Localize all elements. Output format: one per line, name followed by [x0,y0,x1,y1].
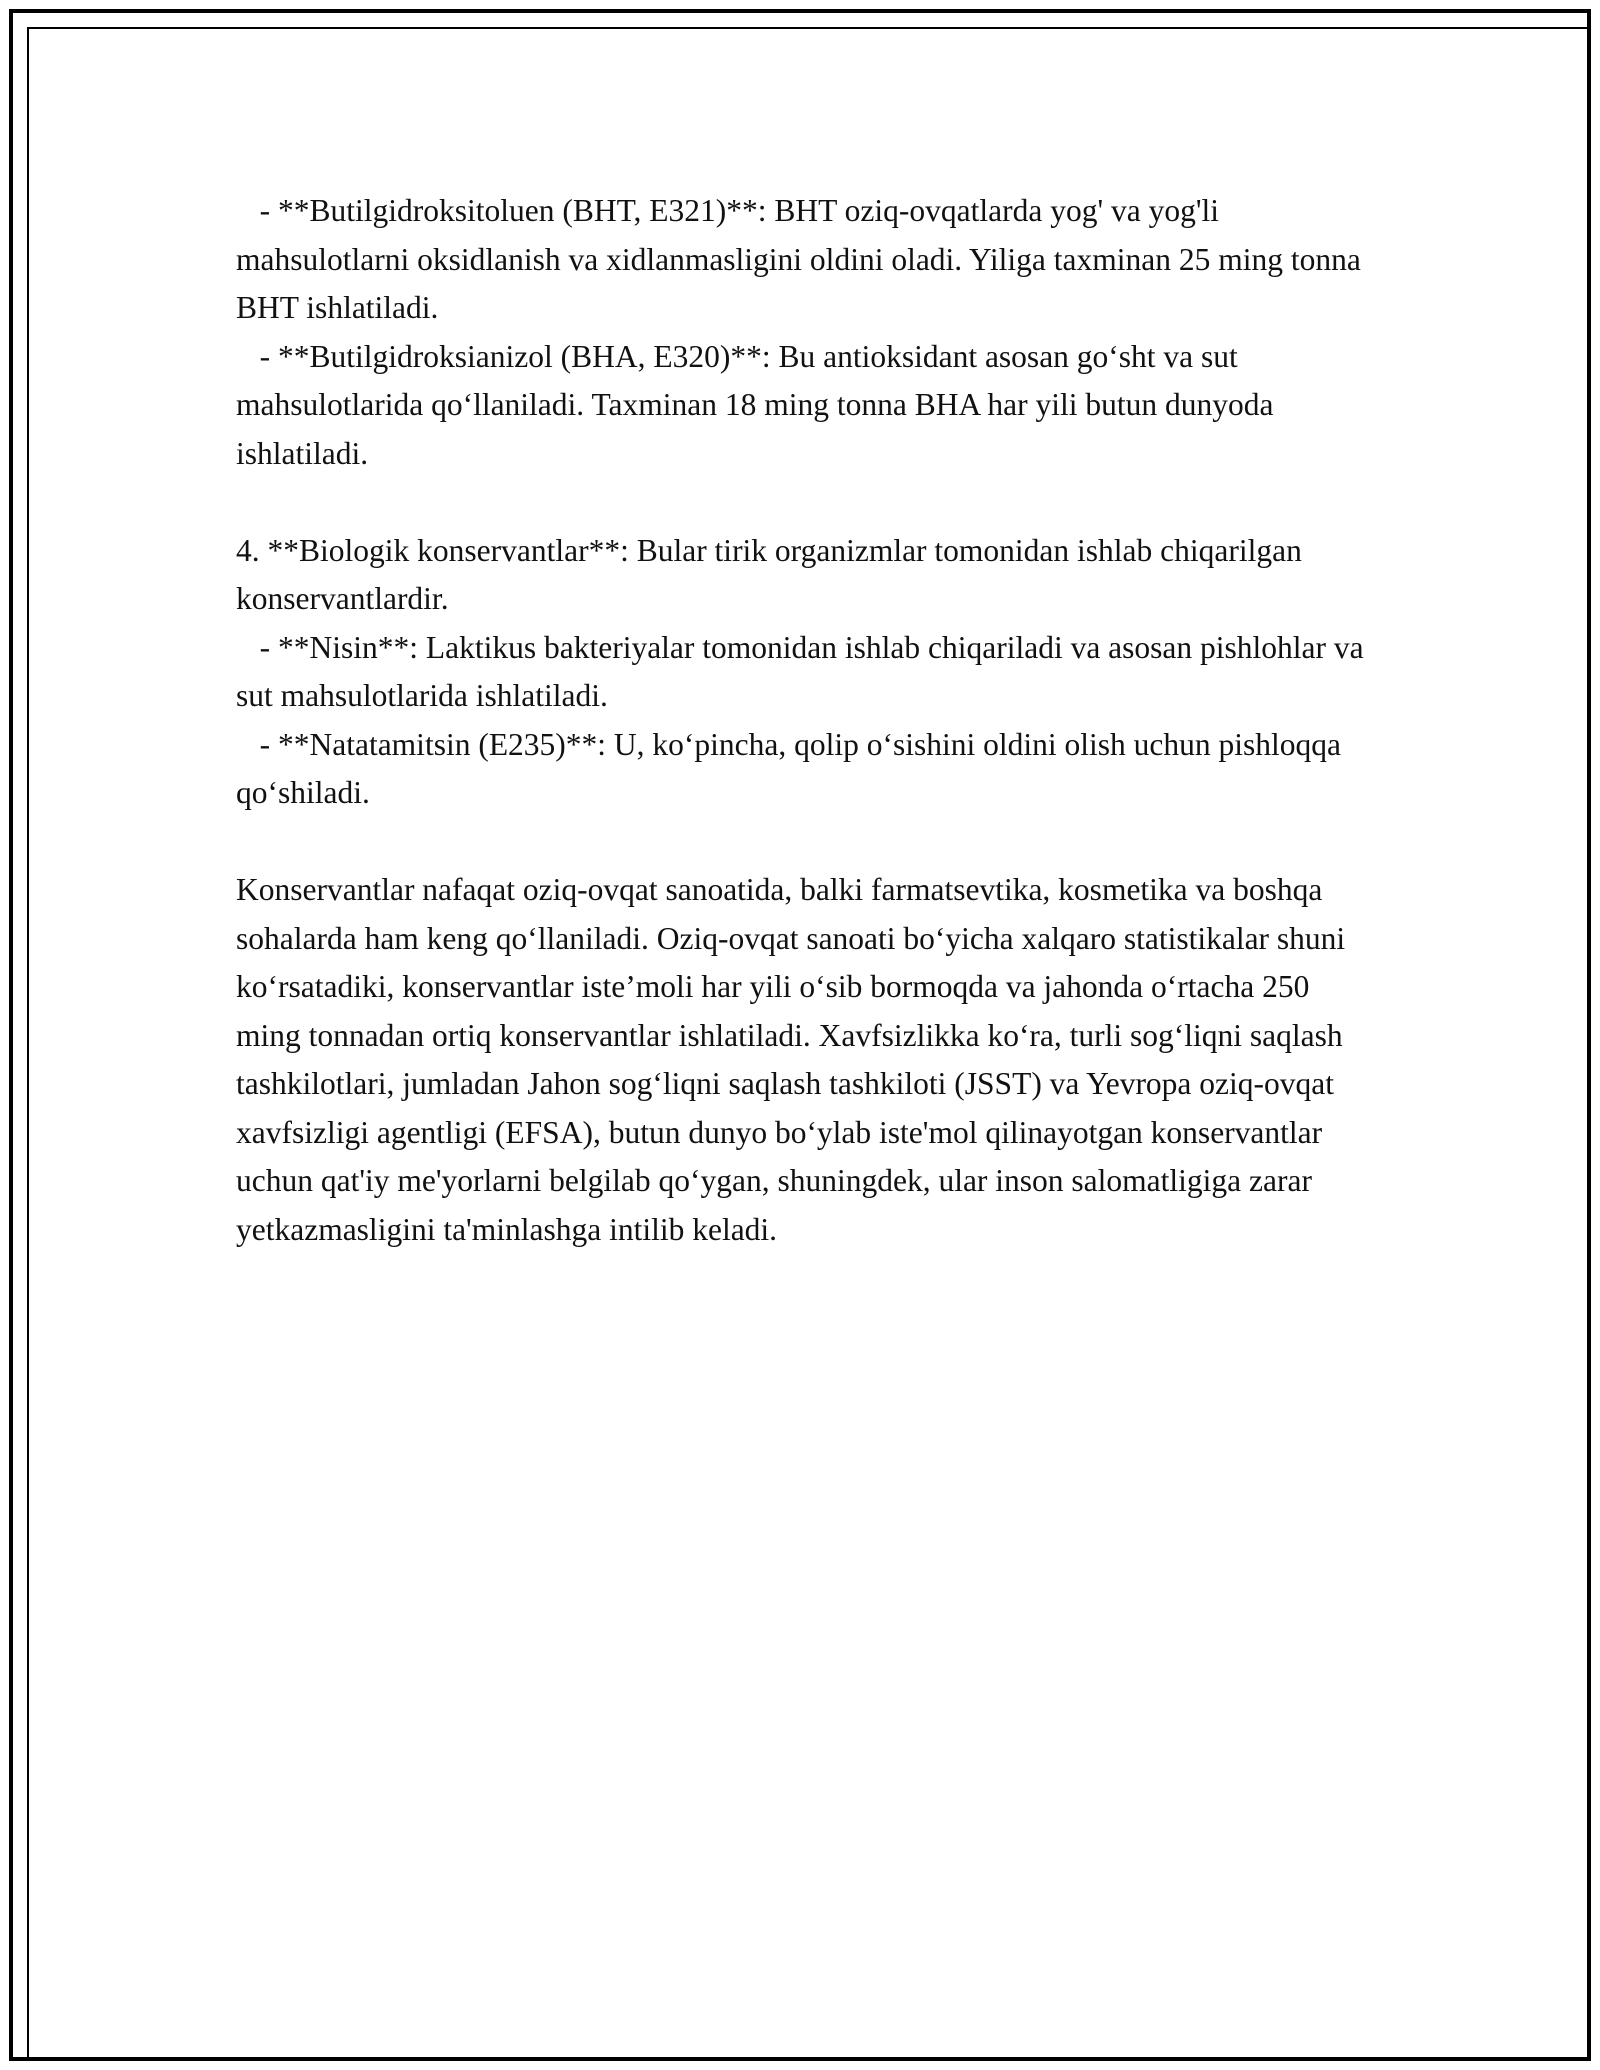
bullet-nisin-text: - **Nisin**: Laktikus bakteriyalar tomonidan ishlab chiqariladi va asosan pishlohlar va sut mahsulotlarida ishlatiladi. [236,629,1364,713]
paragraph-spacer [236,818,1376,867]
bullet-indent [236,727,260,762]
bullet-bht-paragraph [236,187,1376,333]
bullet-indent [236,193,260,228]
bullet-bht-text: - **Butilgidroksitoluen (BHT, E321)**: BHT oziq-ovqatlarda yog' va yog'li mahsulotlarni oksidlanish va xidlanmasligini oldini oladi. Yiliga taxminan 25 ming tonna BHT ishlatiladi. [236,193,1361,325]
bullet-nisin-paragraph [236,624,1376,721]
bullet-natamycin-paragraph [236,721,1376,818]
document-body [236,187,1376,1254]
conclusion-paragraph: Konservantlar nafaqat oziq-ovqat sanoatida, balki farmatsevtika, kosmetika va boshqa sohalarda ham keng qo‘llaniladi. Oziq-ovqat sanoati bo‘yicha xalqaro statistikalar shuni ko‘rsatadiki, konservantlar iste’moli har yili o‘sib bormoqda va jahonda o‘rtacha 250 ming tonnadan ortiq konservantlar ishlatiladi. Xavfsizlikka ko‘ra, turli sog‘liqni saqlash tashkilotlari, jumladan Jahon sog‘liqni saqlash tashkiloti (JSST) va Yevropa oziq-ovqat xavfsizligi agentligi (EFSA), butun dunyo bo‘ylab iste'mol qilinayotgan konservantlar uchun qat'iy me'yorlarni belgilab qo‘ygan, shuningdek, ular inson salomatligiga zarar yetkazmasligini ta'minlashga intilib keladi. [236,872,1346,1247]
paragraph-spacer [236,478,1376,527]
bullet-indent [236,630,260,665]
biological-preservatives-heading: 4. **Biologik konservantlar**: Bular tirik organizmlar tomonidan ishlab chiqarilgan konservantlardir. [236,532,1302,616]
bullet-bha-text: - **Butilgidroksianizol (BHA, E320)**: Bu antioksidant asosan go‘sht va sut mahsulotlarida qo‘llaniladi. Taxminan 18 ming tonna BHA har yili butun dunyoda ishlatiladi. [236,338,1274,471]
bullet-indent [236,339,260,374]
bullet-bha-paragraph [236,333,1376,479]
bullet-natamycin-text: - **Natatamitsin (E235)**: U, ko‘pincha, qolip o‘sishini oldini olish uchun pishloqqa qo‘shiladi. [236,726,1342,810]
